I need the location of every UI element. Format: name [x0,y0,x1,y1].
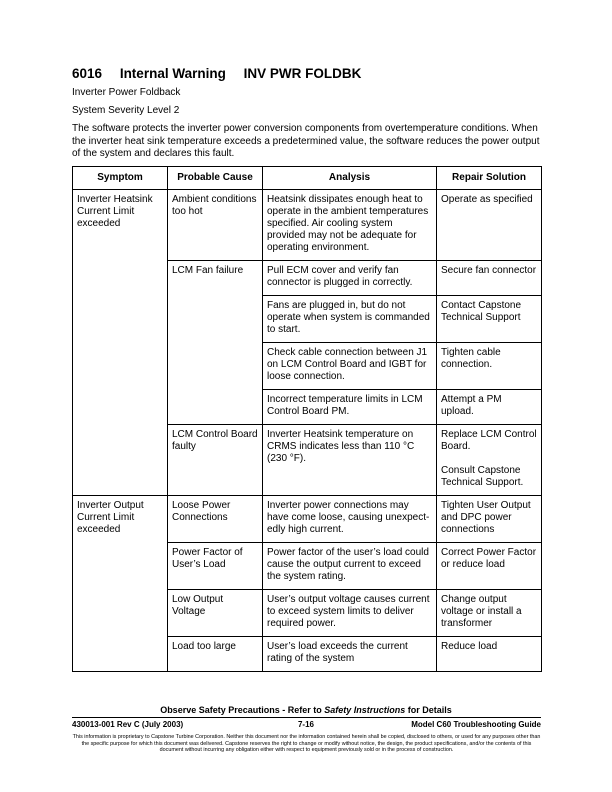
safety-notice [0,705,612,715]
analysis-cell: User’s output voltage causes current to exceed system limits to deliver required power. [263,590,437,637]
solution-cell: Reduce load [437,637,542,672]
safety-suffix: for Details [405,705,452,715]
symptom-cell: Inverter Output Current Limit exceeded [73,496,168,543]
table-row [73,543,542,590]
analysis-cell: Check cable connection between J1 on LCM Control Board and IGBT for loose connection. [263,343,437,390]
table-row [73,637,542,672]
symptom-cell [73,343,168,390]
table-row [73,343,542,390]
solution-cell: Contact Capstone Technical Support [437,296,542,343]
table-row [73,261,542,296]
solution-cell: Operate as specified [437,190,542,261]
cause-cell: LCM Control Board faulty [168,425,263,496]
table-row [73,296,542,343]
fault-description: The software protects the inverter power conversion components from overtemperature conditions. When the inverter heat sink temperature exceeds a predetermined value, the software reduces the power output of the system and declares this fault. [72,123,540,159]
document-number: 430013-001 Rev C (July 2003) [72,720,184,729]
troubleshooting-table [72,166,542,672]
symptom-cell [73,425,168,496]
analysis-cell: Pull ECM cover and verify fan connector is plugged in correctly. [263,261,437,296]
page-heading [72,66,375,81]
header-probable-cause: Probable Cause [168,167,263,190]
fault-title: Internal Warning [119,66,226,81]
analysis-cell: Incorrect temperature limits in LCM Control Board PM. [263,390,437,425]
symptom-cell [73,261,168,296]
solution-cell: Tighten cable connection. [437,343,542,390]
cause-cell: Loose Power Connections [168,496,263,543]
solution-cell: Attempt a PM upload. [437,390,542,425]
symptom-cell [73,590,168,637]
footer-divider [72,717,541,718]
page-number: 7-16 [297,720,314,729]
solution-text: Replace LCM Control Board. [441,429,537,452]
header-analysis: Analysis [263,167,437,190]
cause-cell: Power Factor of User’s Load [168,543,263,590]
guide-title: Model C60 Troubleshooting Guide [411,720,541,729]
table-row [73,590,542,637]
cause-cell: LCM Fan failure [168,261,263,296]
cause-cell [168,296,263,343]
table-row [73,190,542,261]
analysis-cell: User’s load exceeds the current rating of the system [263,637,437,672]
analysis-cell: Power factor of the user’s load could cause the output current to exceed the system rating. [263,543,437,590]
cause-cell [168,390,263,425]
header-symptom: Symptom [73,167,168,190]
cause-cell: Ambient conditions too hot [168,190,263,261]
symptom-cell [73,637,168,672]
cause-cell: Load too large [168,637,263,672]
cause-cell [168,343,263,390]
table-row [73,425,542,496]
proprietary-notice: This information is proprietary to Capstone Turbine Corporation. Neither this document nor the information contained herein shall be copied, disclosed to others, or used for any purposes other than the specific purpose for which this document was delivered. Capstone reserves the right to change or modify without notice, the design, the product specifications, and/or the contents of this document without incurring any obligation either with respect to equipment previously sold or in the process of construction. [72,734,541,754]
solution-cell: Tighten User Output and DPC power connections [437,496,542,543]
symptom-cell [73,390,168,425]
table-row [73,390,542,425]
fault-subtitle: Inverter Power Foldback [72,87,181,98]
fault-name: INV PWR FOLDBK [243,66,362,81]
severity-level: System Severity Level 2 [72,105,180,116]
analysis-cell: Inverter power connections may have come loose, causing unexpect-edly high current. [263,496,437,543]
table-header-row [73,167,542,190]
symptom-cell: Inverter Heatsink Current Limit exceeded [73,190,168,261]
solution-extra-text: Consult Capstone Technical Support. [441,465,524,488]
solution-cell: Change output voltage or install a transformer [437,590,542,637]
safety-instructions-ref: Safety Instructions [324,705,406,715]
solution-cell [437,425,542,496]
solution-cell: Secure fan connector [437,261,542,296]
solution-cell: Correct Power Factor or reduce load [437,543,542,590]
fault-code: 6016 [72,66,103,81]
symptom-cell [73,296,168,343]
analysis-cell: Heatsink dissipates enough heat to operate in the ambient temperatures specified. Air cooling system provided may not be adequate for operating environment. [263,190,437,261]
analysis-cell: Inverter Heatsink temperature on CRMS indicates less than 110 °C (230 °F). [263,425,437,496]
table-row [73,496,542,543]
safety-prefix: Observe Safety Precautions - Refer to [160,705,325,715]
header-repair-solution: Repair Solution [437,167,542,190]
cause-cell: Low Output Voltage [168,590,263,637]
analysis-cell: Fans are plugged in, but do not operate when system is commanded to start. [263,296,437,343]
symptom-cell [73,543,168,590]
